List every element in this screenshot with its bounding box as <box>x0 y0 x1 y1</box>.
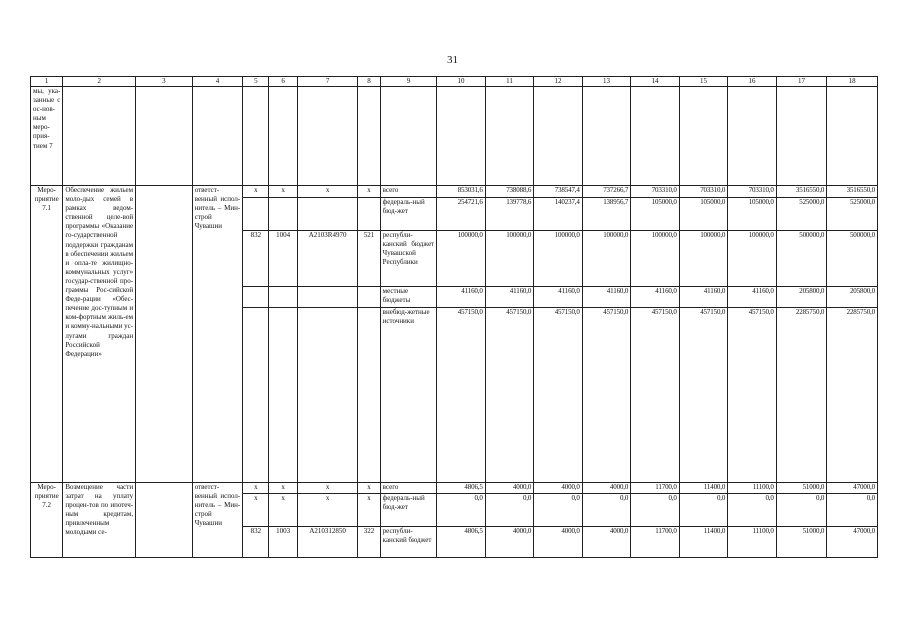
code-target: x <box>297 494 358 527</box>
code-grbs: x <box>243 494 269 527</box>
value-cell: 703310,0 <box>631 186 680 198</box>
value-cell: 3516550,0 <box>776 186 827 198</box>
value-cell: 41160,0 <box>728 287 777 308</box>
code-target: x <box>297 186 358 198</box>
value-cell: 2285750,0 <box>827 308 878 483</box>
code-target: x <box>297 483 358 494</box>
m71-row <box>31 186 878 198</box>
code-grbs: 832 <box>243 231 269 287</box>
code-target: A210312850 <box>297 527 358 558</box>
header-cell: 11 <box>485 77 534 87</box>
m72-row <box>31 483 878 494</box>
value-cell: 500000,0 <box>827 231 878 287</box>
value-cell: 853031,6 <box>437 186 486 198</box>
code-grbs: x <box>243 483 269 494</box>
value-cell: 0,0 <box>728 494 777 527</box>
value-cell: 500000,0 <box>776 231 827 287</box>
header-cell: 14 <box>631 77 680 87</box>
code-section: 1004 <box>269 231 297 287</box>
value-cell: 47000,0 <box>827 527 878 558</box>
budget-table <box>30 76 878 558</box>
value-cell: 457150,0 <box>534 308 583 483</box>
header-cell: 3 <box>136 77 193 87</box>
value-cell: 140237,4 <box>534 198 583 231</box>
value-cell: 703310,0 <box>728 186 777 198</box>
value-cell: 2285750,0 <box>776 308 827 483</box>
value-cell: 3516550,0 <box>827 186 878 198</box>
value-cell: 205800,0 <box>776 287 827 308</box>
code-type: x <box>358 483 380 494</box>
header-cell: 6 <box>269 77 297 87</box>
header-cell: 13 <box>582 77 631 87</box>
page-number: 31 <box>447 54 458 66</box>
code-type: 521 <box>358 231 380 287</box>
empty-cell <box>582 87 631 186</box>
value-cell: 100000,0 <box>485 231 534 287</box>
funding-source: всего <box>380 483 437 494</box>
value-cell: 11400,0 <box>679 483 728 494</box>
header-cell: 7 <box>297 77 358 87</box>
measure-name: Возмещение части затрат на уплату процен-тов по ипотеч-ным кредитам, привлеченным молодыми се- <box>63 483 136 558</box>
empty-cell <box>269 87 297 186</box>
value-cell: 4000,0 <box>582 483 631 494</box>
value-cell: 0,0 <box>534 494 583 527</box>
code-section: x <box>269 483 297 494</box>
empty-cell <box>437 87 486 186</box>
value-cell: 138956,7 <box>582 198 631 231</box>
empty-cell <box>63 87 136 186</box>
empty-cell <box>728 87 777 186</box>
value-cell: 11700,0 <box>631 483 680 494</box>
header-cell: 8 <box>358 77 380 87</box>
header-cell: 18 <box>827 77 878 87</box>
value-cell: 457150,0 <box>679 308 728 483</box>
value-cell: 4000,0 <box>582 527 631 558</box>
code-section: 1003 <box>269 527 297 558</box>
header-cell: 15 <box>679 77 728 87</box>
code-grbs <box>243 287 269 308</box>
header-cell: 5 <box>243 77 269 87</box>
code-type: 322 <box>358 527 380 558</box>
value-cell: 11100,0 <box>728 527 777 558</box>
code-target <box>297 287 358 308</box>
code-type: x <box>358 186 380 198</box>
header-row <box>31 77 878 87</box>
code-grbs: x <box>243 186 269 198</box>
funding-source: республи-канский бюджет Чувашской Республики <box>380 231 437 287</box>
value-cell: 0,0 <box>437 494 486 527</box>
value-cell: 738088,6 <box>485 186 534 198</box>
value-cell: 737266,7 <box>582 186 631 198</box>
header-cell: 10 <box>437 77 486 87</box>
empty-cell <box>679 87 728 186</box>
executor: ответст-венный испол-нитель – Мин-строй Чувашии <box>192 483 243 558</box>
measure-label: Меро-приятие 7.2 <box>31 483 63 558</box>
value-cell: 139778,6 <box>485 198 534 231</box>
value-cell: 0,0 <box>485 494 534 527</box>
value-cell: 105000,0 <box>728 198 777 231</box>
empty-cell <box>136 87 193 186</box>
value-cell: 11400,0 <box>679 527 728 558</box>
value-cell: 47000,0 <box>827 483 878 494</box>
funding-source: федераль-ный бюд-жет <box>380 494 437 527</box>
empty-cell <box>534 87 583 186</box>
value-cell: 41160,0 <box>485 287 534 308</box>
code-type <box>358 287 380 308</box>
header-cell: 17 <box>776 77 827 87</box>
code-type: x <box>358 494 380 527</box>
value-cell: 4000,0 <box>534 483 583 494</box>
code-section <box>269 287 297 308</box>
empty-cell <box>136 483 193 558</box>
value-cell: 457150,0 <box>485 308 534 483</box>
value-cell: 457150,0 <box>582 308 631 483</box>
value-cell: 100000,0 <box>437 231 486 287</box>
funding-source: всего <box>380 186 437 198</box>
continuation-text: мы, ука-занные с ос-нов-ным меро-прия-тием 7 <box>31 87 63 186</box>
continuation-row <box>31 87 878 186</box>
empty-cell <box>631 87 680 186</box>
empty-cell <box>380 87 437 186</box>
value-cell: 254721,6 <box>437 198 486 231</box>
measure-label: Меро-приятие 7.1 <box>31 186 63 483</box>
header-cell: 4 <box>192 77 243 87</box>
value-cell: 738547,4 <box>534 186 583 198</box>
value-cell: 100000,0 <box>631 231 680 287</box>
value-cell: 205800,0 <box>827 287 878 308</box>
code-section: x <box>269 494 297 527</box>
value-cell: 100000,0 <box>679 231 728 287</box>
value-cell: 4806,5 <box>437 483 486 494</box>
code-type <box>358 308 380 483</box>
value-cell: 51000,0 <box>776 527 827 558</box>
funding-source: местные бюджеты <box>380 287 437 308</box>
value-cell: 41160,0 <box>631 287 680 308</box>
code-type <box>358 198 380 231</box>
value-cell: 100000,0 <box>582 231 631 287</box>
value-cell: 41160,0 <box>534 287 583 308</box>
empty-cell <box>192 87 243 186</box>
value-cell: 4000,0 <box>485 483 534 494</box>
empty-cell <box>358 87 380 186</box>
code-section <box>269 198 297 231</box>
empty-cell <box>297 87 358 186</box>
value-cell: 100000,0 <box>728 231 777 287</box>
value-cell: 41160,0 <box>679 287 728 308</box>
empty-cell <box>827 87 878 186</box>
code-grbs: 832 <box>243 527 269 558</box>
code-grbs <box>243 198 269 231</box>
funding-source: внебюд-жетные источники <box>380 308 437 483</box>
value-cell: 0,0 <box>776 494 827 527</box>
value-cell: 41160,0 <box>582 287 631 308</box>
value-cell: 703310,0 <box>679 186 728 198</box>
empty-cell <box>485 87 534 186</box>
empty-cell <box>776 87 827 186</box>
header-cell: 1 <box>31 77 63 87</box>
header-cell: 2 <box>63 77 136 87</box>
measure-name: Обеспечение жильем моло-дых семей в рамках ведом-ственной целе-вой программы «Оказание го-сударственной поддержки гражданам в обеспечении жильем и опла-те жилищно-коммунальных услуг» государ-ственной про-граммы Рос-сийской Феде-рации «Обес-печение дос-тупным и ком-фортным жиль-ем и комму-нальными ус-лугами граждан Российской Федерации» <box>63 186 136 483</box>
value-cell: 100000,0 <box>534 231 583 287</box>
header-cell: 16 <box>728 77 777 87</box>
header-cell: 9 <box>380 77 437 87</box>
funding-source: федераль-ный бюд-жет <box>380 198 437 231</box>
empty-cell <box>243 87 269 186</box>
code-target: A2103R4970 <box>297 231 358 287</box>
value-cell: 457150,0 <box>631 308 680 483</box>
value-cell: 4000,0 <box>485 527 534 558</box>
value-cell: 457150,0 <box>437 308 486 483</box>
value-cell: 0,0 <box>631 494 680 527</box>
value-cell: 105000,0 <box>631 198 680 231</box>
value-cell: 0,0 <box>582 494 631 527</box>
funding-source: республи-канский бюджет <box>380 527 437 558</box>
value-cell: 525000,0 <box>827 198 878 231</box>
executor: ответст-венный испол-нитель – Мин-строй Чувашии <box>192 186 243 483</box>
value-cell: 41160,0 <box>437 287 486 308</box>
code-section <box>269 308 297 483</box>
value-cell: 11700,0 <box>631 527 680 558</box>
value-cell: 0,0 <box>827 494 878 527</box>
value-cell: 51000,0 <box>776 483 827 494</box>
empty-cell <box>136 186 193 483</box>
value-cell: 525000,0 <box>776 198 827 231</box>
value-cell: 4000,0 <box>534 527 583 558</box>
code-section: x <box>269 186 297 198</box>
value-cell: 4806,5 <box>437 527 486 558</box>
code-target <box>297 308 358 483</box>
value-cell: 0,0 <box>679 494 728 527</box>
code-grbs <box>243 308 269 483</box>
code-target <box>297 198 358 231</box>
header-cell: 12 <box>534 77 583 87</box>
value-cell: 457150,0 <box>728 308 777 483</box>
value-cell: 105000,0 <box>679 198 728 231</box>
value-cell: 11100,0 <box>728 483 777 494</box>
